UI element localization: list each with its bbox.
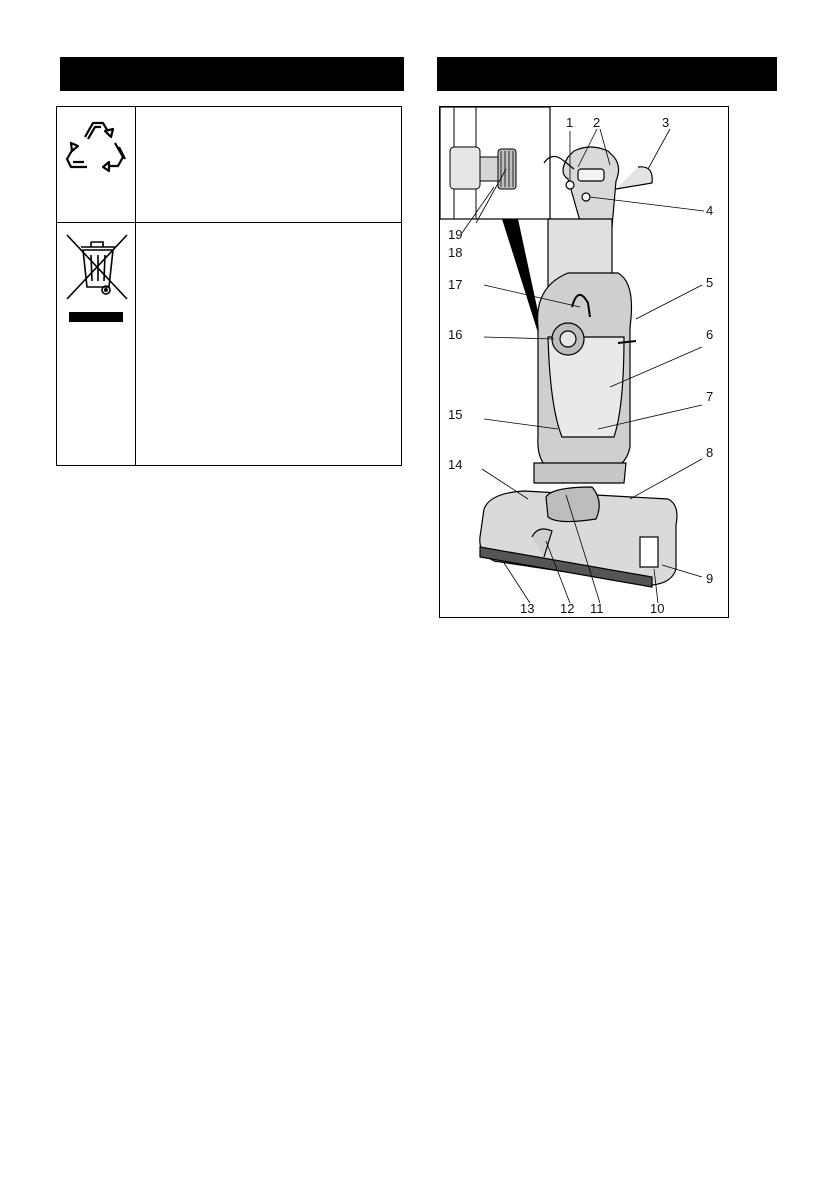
callout-6: 6: [706, 327, 714, 342]
callout-18: 18: [448, 245, 463, 260]
callout-10: 10: [650, 601, 665, 616]
callout-13: 13: [520, 601, 535, 616]
device-illustration: [439, 106, 729, 618]
callout-14: 14: [448, 457, 463, 472]
crossed-out-wheelie-bin-icon: [57, 223, 135, 467]
callout-11: 11: [590, 601, 604, 616]
detail-inset: [440, 107, 550, 219]
left-section-header: [60, 57, 404, 91]
callout-16: 16: [448, 327, 463, 342]
callout-4: 4: [706, 203, 714, 218]
callout-8: 8: [706, 445, 714, 460]
callout-9: 9: [706, 571, 714, 586]
right-section-header-title: [437, 66, 447, 82]
left-section-header-title: [60, 66, 70, 82]
callout-5: 5: [706, 275, 714, 290]
recycling-symbol-icon: [57, 107, 135, 222]
callout-3: 3: [662, 115, 670, 130]
callout-2: 2: [593, 115, 601, 130]
environment-table: [56, 106, 402, 466]
recycling-icon-cell: [57, 107, 135, 222]
recycling-text-cell: [136, 107, 401, 234]
callout-15: 15: [448, 407, 463, 422]
callout-7: 7: [706, 389, 714, 404]
callout-19: 19: [448, 227, 463, 242]
weee-text-cell: [136, 223, 401, 479]
right-section-header: [437, 57, 777, 91]
weee-icon-cell: [57, 223, 135, 467]
callout-1: 1: [566, 115, 574, 130]
device-drawing: [440, 107, 729, 618]
callout-12: 12: [560, 601, 575, 616]
callout-17: 17: [448, 277, 463, 292]
